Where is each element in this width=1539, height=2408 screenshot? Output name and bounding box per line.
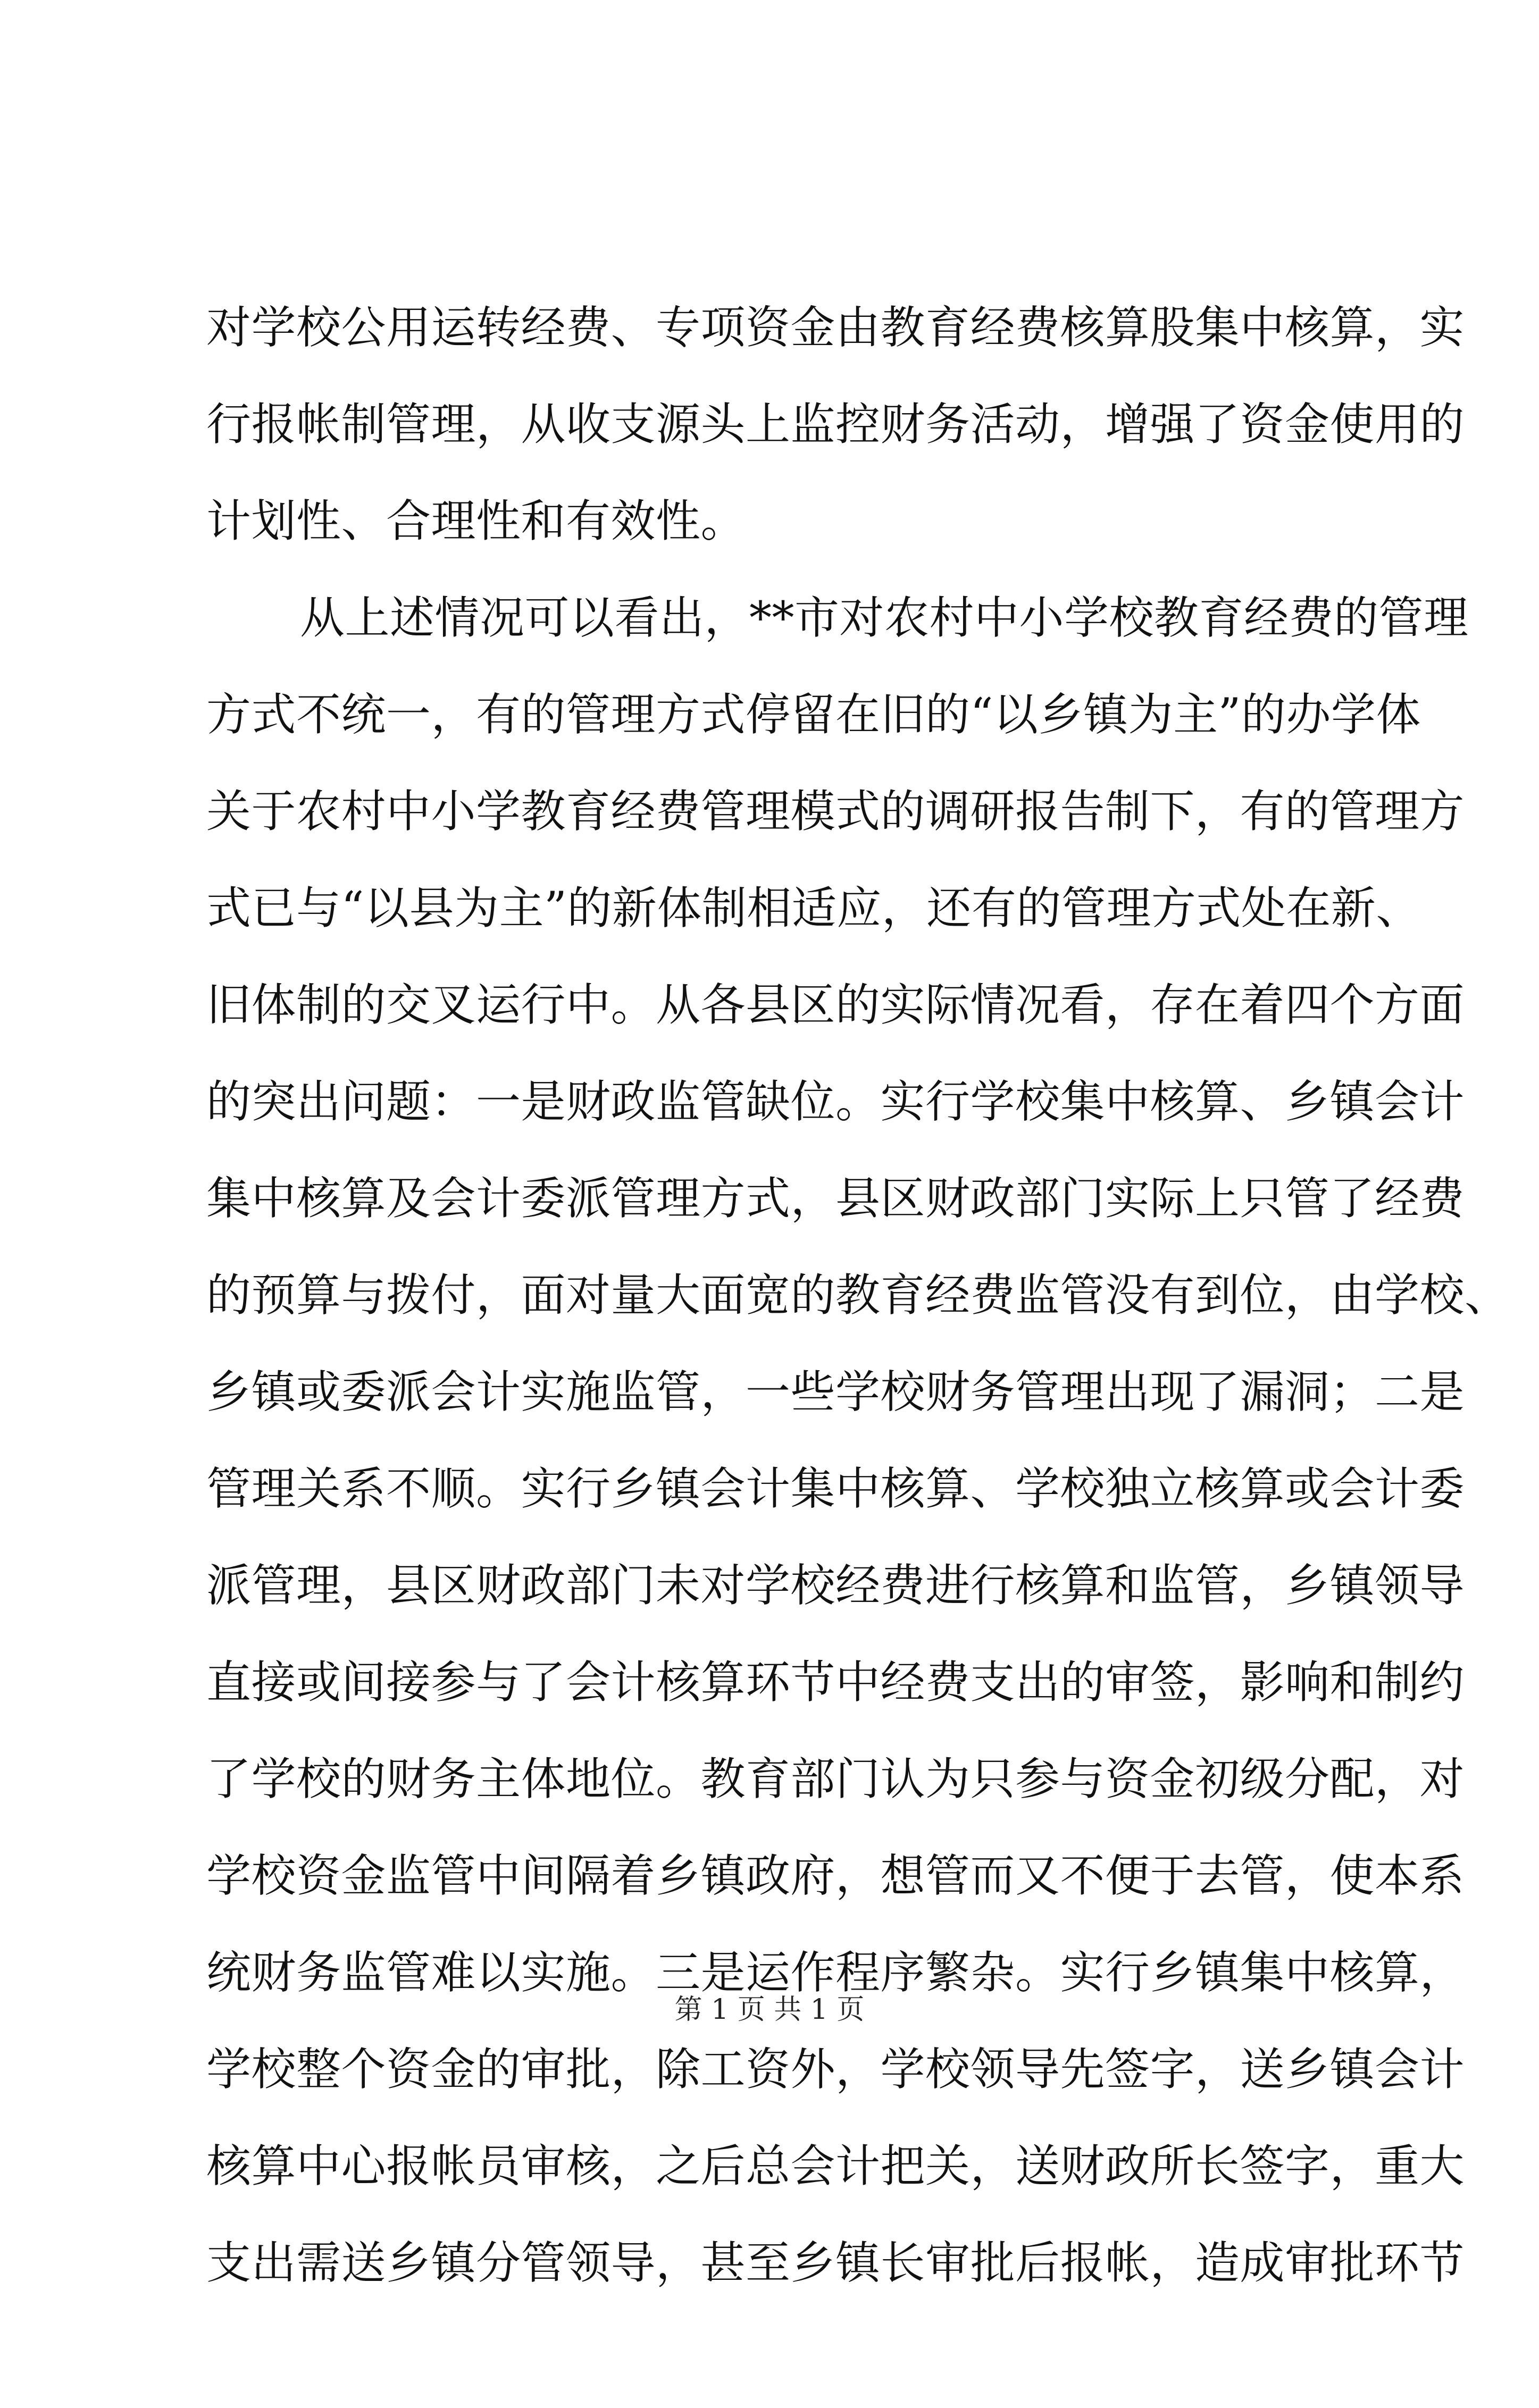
text-line: 核算中心报帐员审核，之后总会计把关，送财政所长签字，重大 <box>206 2140 1465 2192</box>
paragraph-first-line: 从上述情况可以看出，**市对农村中小学校教育经费的管理 <box>300 592 1469 644</box>
text-line: 计划性、合理性和有效性。 <box>206 495 746 547</box>
text-line: 了学校的财务主体地位。教育部门认为只参与资金初级分配，对 <box>206 1753 1465 1805</box>
text-line: 行报帐制管理，从收支源头上监控财务活动，增强了资金使用的 <box>206 398 1465 450</box>
text-line: 的预算与拨付，面对量大面宽的教育经费监管没有到位，由学校、 <box>206 1269 1510 1321</box>
text-line: 学校资金监管中间隔着乡镇政府，想管而又不便于去管，使本系 <box>206 1850 1465 1902</box>
page-footer: 第 1 页 共 1 页 <box>674 1994 865 2026</box>
text-line: 方式不统一，有的管理方式停留在旧的“以乡镇为主”的办学体 <box>206 689 1421 741</box>
text-line: 派管理，县区财政部门未对学校经费进行核算和监管，乡镇领导 <box>206 1559 1465 1612</box>
text-line: 关于农村中小学教育经费管理模式的调研报告制下，有的管理方 <box>206 785 1465 837</box>
text-line: 学校整个资金的审批，除工资外，学校领导先签字，送乡镇会计 <box>206 2043 1465 2095</box>
text-line: 集中核算及会计委派管理方式，县区财政部门实际上只管了经费 <box>206 1172 1465 1224</box>
document-body <box>206 279 1510 2408</box>
text-line: 直接或间接参与了会计核算环节中经费支出的审签，影响和制约 <box>206 1656 1465 1708</box>
text-line: 乡镇或委派会计实施监管，一些学校财务管理出现了漏洞；二是 <box>206 1366 1465 1418</box>
text-line: 式已与“以县为主”的新体制相适应，还有的管理方式处在新、 <box>206 882 1421 934</box>
text-line: 管理关系不顺。实行乡镇会计集中核算、学校独立核算或会计委 <box>206 1463 1465 1515</box>
text-line: 对学校公用运转经费、专项资金由教育经费核算股集中核算，实 <box>206 301 1465 354</box>
text-line: 旧体制的交叉运行中。从各县区的实际情况看，存在着四个方面 <box>206 979 1465 1031</box>
text-line: 支出需送乡镇分管领导，甚至乡镇长审批后报帐，造成审批环节 <box>206 2237 1465 2289</box>
text-line <box>206 2311 1344 2408</box>
text-line: 统财务监管难以实施。三是运作程序繁杂。实行乡镇集中核算， <box>206 1946 1465 1999</box>
text-line: 的突出问题：一是财政监管缺位。实行学校集中核算、乡镇会计 <box>206 1076 1465 1128</box>
